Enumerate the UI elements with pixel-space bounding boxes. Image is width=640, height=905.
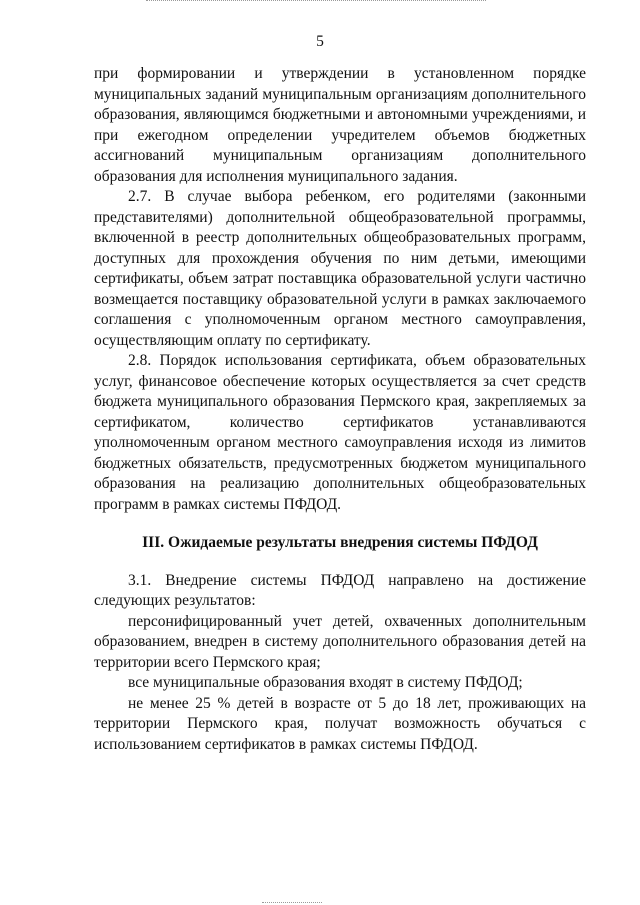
paragraph-3-1: 3.1. Внедрение системы ПФДОД направлено на достижение следующих результатов:	[94, 571, 586, 609]
scan-edge-bottom	[262, 902, 322, 904]
paragraph-continuation: при формировании и утверждении в установленном порядке муниципальных заданий муниципальным организациям дополнительного образования, являющимся бюджетными и автономными учреждениями, и при ежегодном определении учредителем объемов бюджетных ассигнований муниципальным организациям дополнительного образования для исполнения муниципального задания.	[94, 65, 586, 185]
result-item-children-percentage: не менее 25 % детей в возрасте от 5 до 18 лет, проживающих на территории Пермского края, получат возможность обучаться с использованием сертификатов в рамках системы ПФДОД.	[94, 694, 586, 753]
scan-edge-top	[146, 0, 486, 2]
page-number: 5	[316, 33, 324, 50]
paragraph-2-7: 2.7. В случае выбора ребенком, его родителями (законными представителями) дополнительной общеобразовательной программы, включенной в реестр дополнительных общеобразовательных программ, доступных для прохождения обучения по ним детьми, имеющими сертификаты, объем затрат поставщика образовательной услуги частично возмещается поставщику образовательной услуги в рамках заключаемого соглашения с уполномоченным органом местного самоуправления, осуществляющим оплату по сертификату.	[94, 188, 586, 349]
document-body	[94, 64, 586, 755]
result-item-personified-accounting: персонифицированный учет детей, охваченных дополнительным образованием, внедрен в систему дополнительного образования детей на территории всего Пермского края;	[94, 612, 586, 671]
section-heading: III. Ожидаемые результаты внедрения системы ПФДОД	[142, 534, 538, 551]
paragraph-2-8: 2.8. Порядок использования сертификата, объем образовательных услуг, финансовое обеспечение которых осуществляется за счет средств бюджета муниципального образования Пермского края, закрепляемых за сертификатом, количество сертификатов устанавливаются уполномоченным органом местного самоуправления исходя из лимитов бюджетных обязательств, предусмотренных бюджетом муниципального образования на реализацию дополнительных общеобразовательных программ в рамках системы ПФДОД.	[94, 352, 586, 513]
result-item-municipalities: все муниципальные образования входят в систему ПФДОД;	[128, 674, 523, 691]
